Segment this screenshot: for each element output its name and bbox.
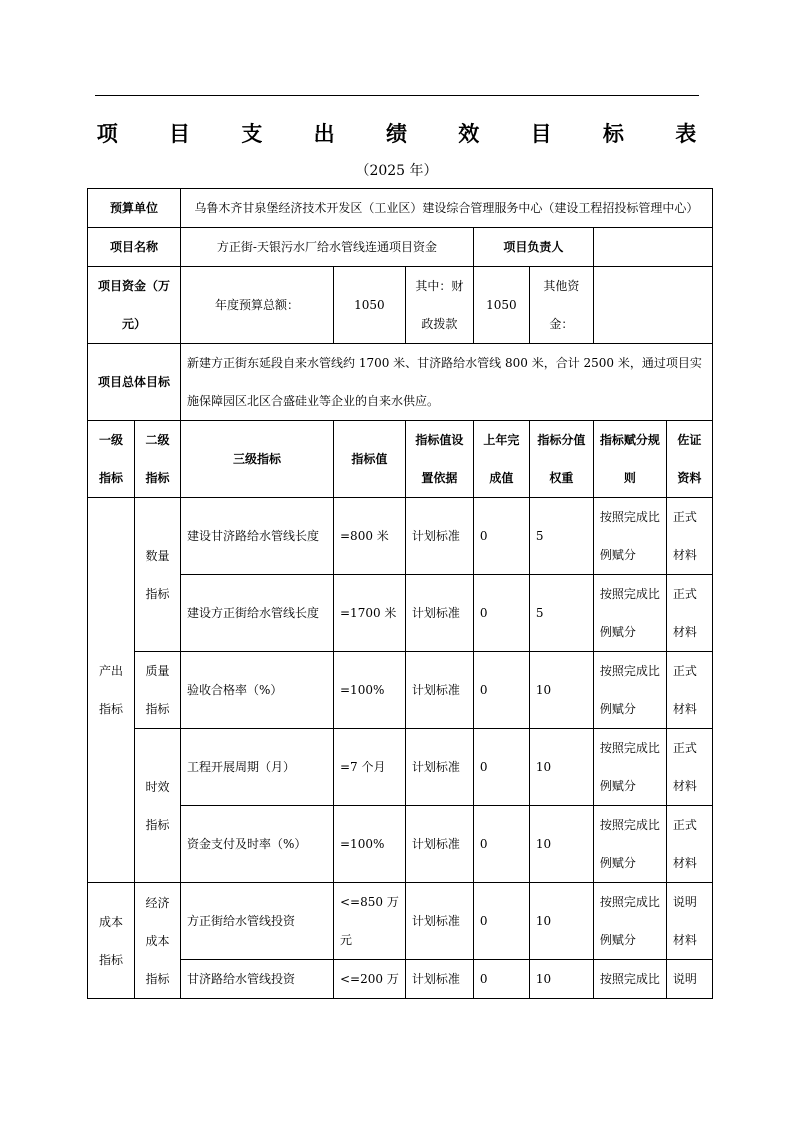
indicator-last: 0 [473,498,529,575]
project-owner-value [593,228,712,267]
indicator-rule: 按照完成比例赋分 [593,883,666,960]
indicator-weight: 10 [529,652,593,729]
group-timeliness: 时效指标 [135,729,181,883]
annual-total-label: 年度预算总额： [181,267,334,344]
table-row [88,498,713,575]
indicator-value: =7 个月 [334,729,406,806]
indicator-last: 0 [473,806,529,883]
indicator-basis: 计划标准 [405,729,473,806]
indicator-last: 0 [473,652,529,729]
goal-row [88,344,713,421]
top-rule [95,95,699,96]
indicator-basis: 计划标准 [405,960,473,999]
indicator-last: 0 [473,729,529,806]
indicator-evidence: 正式材料 [666,729,712,806]
group-output: 产出指标 [88,498,135,883]
indicator-evidence: 说明材料 [666,883,712,960]
indicator-evidence: 正式材料 [666,575,712,652]
budget-unit-value: 乌鲁木齐甘泉堡经济技术开发区（工业区）建设综合管理服务中心（建设工程招投标管理中心） [181,189,713,228]
funds-row [88,267,713,344]
indicator-rule: 按照完成比例赋分 [593,652,666,729]
header-row [88,421,713,498]
indicator-name: 建设方正街给水管线长度 [181,575,334,652]
group-economic-cost: 经济成本指标 [135,883,181,999]
indicator-basis: 计划标准 [405,806,473,883]
indicator-name: 建设甘济路给水管线长度 [181,498,334,575]
indicator-basis: 计划标准 [405,575,473,652]
header-basis: 指标值设置依据 [405,421,473,498]
header-level3: 三级指标 [181,421,334,498]
header-level1: 一级指标 [88,421,135,498]
group-quantity: 数量指标 [135,498,181,652]
indicator-rule: 按照完成比例赋分 [593,498,666,575]
fiscal-label: 其中：财政拨款 [405,267,473,344]
indicator-value: =1700 米 [334,575,406,652]
project-name-value: 方正街-天银污水厂给水管线连通项目资金 [181,228,474,267]
indicator-rule: 按照完成比 [593,960,666,999]
table-row [88,960,713,999]
other-funds-label: 其他资金： [529,267,593,344]
group-cost: 成本指标 [88,883,135,999]
indicator-rule: 按照完成比例赋分 [593,575,666,652]
table-row [88,883,713,960]
header-last-year: 上年完成值 [473,421,529,498]
indicator-weight: 10 [529,883,593,960]
indicator-weight: 10 [529,806,593,883]
indicator-evidence: 说明 [666,960,712,999]
table-row [88,575,713,652]
group-quality: 质量指标 [135,652,181,729]
indicator-last: 0 [473,883,529,960]
indicator-weight: 5 [529,498,593,575]
indicator-name: 工程开展周期（月） [181,729,334,806]
goal-label: 项目总体目标 [88,344,181,421]
header-evidence: 佐证资料 [666,421,712,498]
indicator-basis: 计划标准 [405,652,473,729]
table-row [88,806,713,883]
indicator-evidence: 正式材料 [666,498,712,575]
header-level2: 二级指标 [135,421,181,498]
goal-value: 新建方正街东延段自来水管线约 1700 米、甘济路给水管线 800 米，合计 2500 米，通过项目实施保障园区北区合盛硅业等企业的自来水供应。 [181,344,713,421]
table-row [88,729,713,806]
year-subtitle: （2025 年） [355,163,438,179]
indicator-evidence: 正式材料 [666,652,712,729]
indicator-weight: 5 [529,575,593,652]
indicator-value: =100% [334,806,406,883]
indicator-value: =800 米 [334,498,406,575]
performance-table [87,188,713,999]
annual-total-value: 1050 [334,267,406,344]
indicator-evidence: 正式材料 [666,806,712,883]
table-row [88,652,713,729]
budget-unit-label: 预算单位 [88,189,181,228]
indicator-value: <=850 万元 [334,883,406,960]
fiscal-value: 1050 [473,267,529,344]
indicator-value: <=200 万 [334,960,406,999]
budget-unit-row [88,189,713,228]
indicator-value: =100% [334,652,406,729]
header-value: 指标值 [334,421,406,498]
indicator-basis: 计划标准 [405,498,473,575]
indicator-name: 资金支付及时率（%） [181,806,334,883]
project-name-row [88,228,713,267]
header-weight: 指标分值权重 [529,421,593,498]
indicator-last: 0 [473,575,529,652]
indicator-last: 0 [473,960,529,999]
indicator-basis: 计划标准 [405,883,473,960]
other-funds-value [593,267,712,344]
project-name-label: 项目名称 [88,228,181,267]
indicator-weight: 10 [529,960,593,999]
header-rule: 指标赋分规则 [593,421,666,498]
indicator-name: 甘济路给水管线投资 [181,960,334,999]
funds-label: 项目资金（万元） [88,267,181,344]
indicator-rule: 按照完成比例赋分 [593,806,666,883]
indicator-weight: 10 [529,729,593,806]
indicator-name: 方正街给水管线投资 [181,883,334,960]
indicator-rule: 按照完成比例赋分 [593,729,666,806]
indicator-name: 验收合格率（%） [181,652,334,729]
page-title: 项 目 支 出 绩 效 目 标 表 [96,121,719,146]
project-owner-label: 项目负责人 [473,228,593,267]
